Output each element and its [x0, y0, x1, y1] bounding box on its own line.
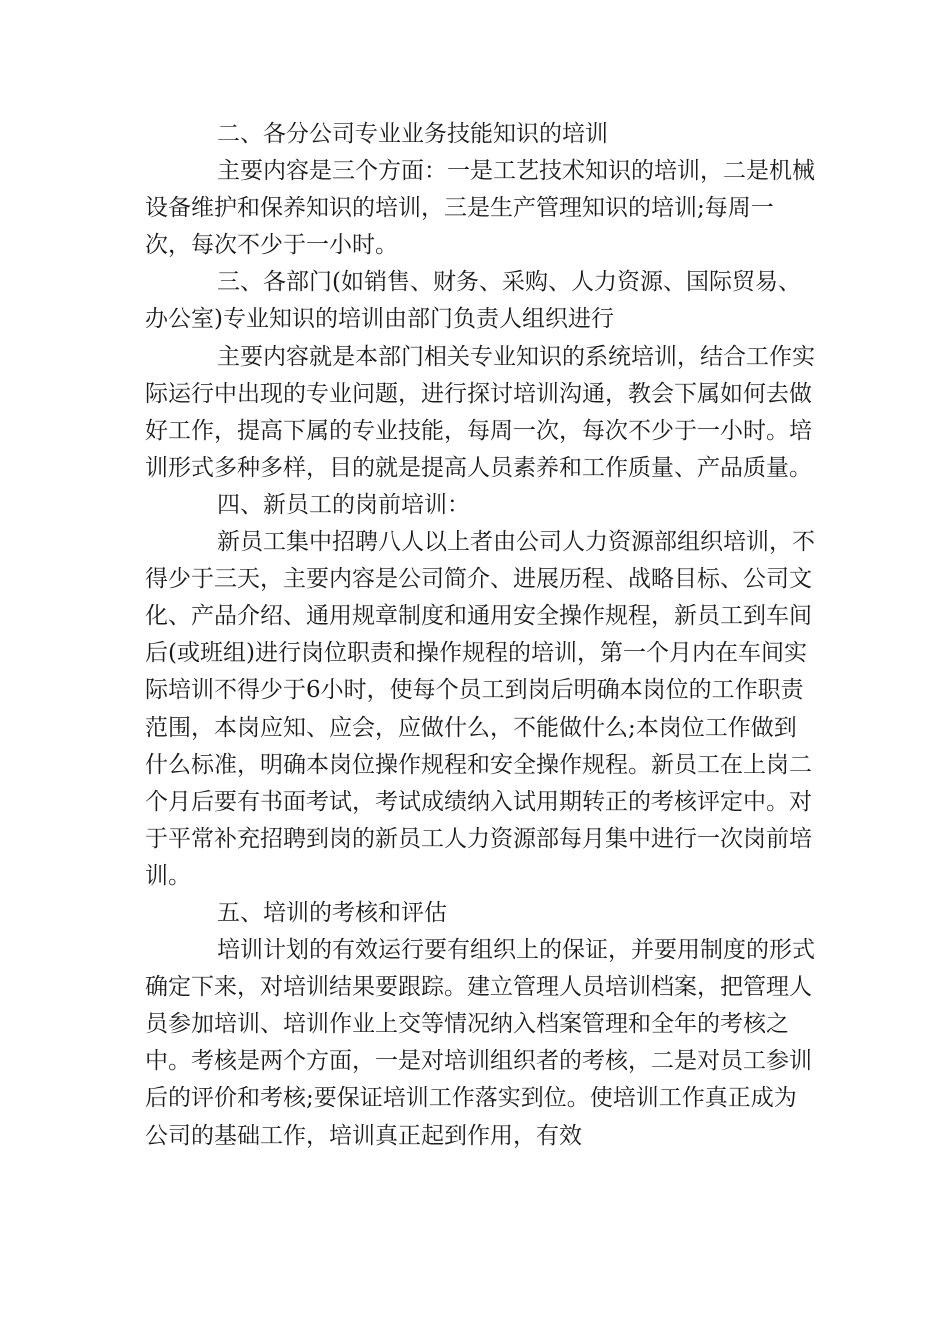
section-heading-4: 四、新员工的岗前培训：: [217, 491, 470, 518]
document-body: [145, 116, 815, 1155]
paragraph-section-3-content: 主要内容就是本部门相关专业知识的系统培训，结合工作实际运行中出现的专业问题，进行探讨培训沟通，教会下属如何去做好工作，提高下属的专业技能，每周一次，每次不少于一小时。培训形式多种多样，目的就是提高人员素养和工作质量、产品质量。: [145, 343, 815, 481]
paragraph-section-4-content: 新员工集中招聘八人以上者由公司人力资源部组织培训，不得少于三天，主要内容是公司简介、进展历程、战略目标、公司文化、产品介绍、通用规章制度和通用安全操作规程，新员工到车间后(或班组)进行岗位职责和操作规程的培训，第一个月内在车间实际培训不得少于6小时，使每个员工到岗后明确本岗位的工作职责范围，本岗应知、应会，应做什么，不能做什么;本岗位工作做到什么标准，明确本岗位操作规程和安全操作规程。新员工在上岗二个月后要有书面考试，考试成绩纳入试用期转正的考核评定中。对于平常补充招聘到岗的新员工人力资源部每月集中进行一次岗前培训。: [145, 529, 815, 889]
paragraph-section-5-content: 培训计划的有效运行要有组织上的保证，并要用制度的形式确定下来，对培训结果要跟踪。建立管理人员培训档案，把管理人员参加培训、培训作业上交等情况纳入档案管理和全年的考核之中。考核是两个方面，一是对培训组织者的考核，二是对员工参训后的评价和考核;要保证培训工作落实到位。使培训工作真正成为公司的基础工作，培训真正起到作用，有效: [145, 937, 815, 1149]
section-heading-2: 二、各分公司专业业务技能知识的培训: [217, 121, 608, 147]
paragraph-section-2-content: 主要内容是三个方面：一是工艺技术知识的培训，二是机械设备维护和保养知识的培训，三是生产管理知识的培训;每周一次，每次不少于一小时。: [145, 158, 815, 259]
section-heading-3: 三、各部门(如销售、财务、采购、人力资源、国际贸易、办公室)专业知识的培训由部门负责人组织进行: [145, 269, 801, 333]
section-heading-5: 五、培训的考核和评估: [217, 899, 447, 926]
